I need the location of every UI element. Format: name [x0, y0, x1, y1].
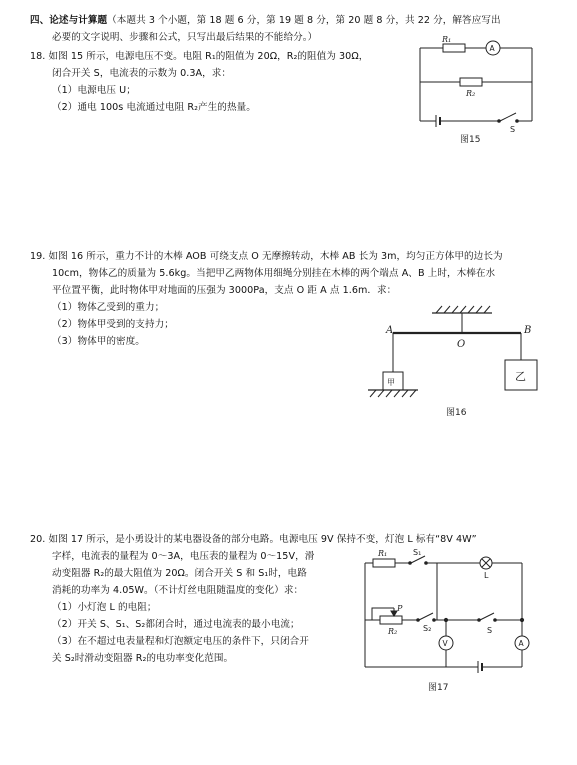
fig17-switch-s — [480, 613, 494, 620]
q18-line1: 18. 如图 15 所示，电源电压不变。电阻 R₁的阻值为 20Ω，R₂的阻值为 30Ω， — [30, 51, 369, 62]
q20-sub2: （2）开关 S、S₁、S₂都闭合时，通过电流表的最小电流； — [52, 619, 300, 630]
q19-sub3: （3）物体甲的密度。 — [52, 336, 145, 347]
q18-sub1: （1）电源电压 U； — [52, 85, 136, 96]
q20-line4: 消耗的功率为 4.05W。（不计灯丝电阻随温度的变化）求： — [52, 585, 304, 596]
q20-sub3b: 关 S₂时滑动变阻器 R₂的电功率变化范围。 — [52, 653, 234, 664]
fig15-r1-label: R₁ — [442, 35, 452, 44]
section-intro-line2: 必要的文字说明、步骤和公式，只写出最后结果的不能给分。） — [52, 32, 318, 43]
fig17-rheostat — [380, 616, 402, 624]
fig16-a-label: A — [386, 325, 394, 336]
q19-sub2: （2）物体甲受到的支持力； — [52, 319, 174, 330]
q19-line1: 19. 如图 16 所示，重力不计的木棒 AOB 可绕支点 O 无摩擦转动，木棒 AB 长为 3m，均匀正方体甲的边长为 — [30, 251, 503, 262]
fig17-a-label: A — [518, 639, 524, 648]
fig15-caption: 图15 — [460, 135, 481, 145]
fig17-switch-s2 — [419, 613, 433, 620]
fig17-switch-s1 — [411, 556, 425, 563]
q19-line2: 10cm，物体乙的质量为 5.6kg。当把甲乙两物体用细绳分别挂在木棒的两个端点 A、B 上时，木棒在水 — [52, 268, 496, 279]
section-heading: 四、论述与计算题 — [30, 15, 108, 26]
q20-line3: 动变阻器 R₂的最大阻值为 20Ω。闭合开关 S 和 S₁时，电路 — [52, 568, 307, 579]
q20-sub1: （1）小灯泡 L 的电阻； — [52, 602, 157, 613]
fig17-s1-label: S₁ — [413, 548, 422, 557]
fig17-r1-resistor — [373, 559, 395, 567]
fig17-caption: 图17 — [428, 683, 449, 693]
fig16-caption: 图16 — [446, 408, 467, 418]
fig17-p-label: P — [397, 604, 403, 613]
fig17-v-label: V — [442, 639, 448, 648]
fig16-yi-label: 乙 — [515, 370, 526, 383]
fig16-jia-label: 甲 — [387, 378, 395, 387]
q20-line2: 字样，电流表的量程为 0～3A，电压表的量程为 0～15V，滑 — [52, 551, 315, 562]
section-intro: （本题共 3 个小题，第 18 题 6 分，第 19 题 8 分，第 20 题 8 分，共 22 分，解答应写出 — [107, 15, 501, 26]
q20-sub3: （3）在不超过电表量程和灯泡额定电压的条件下，只闭合开 — [52, 636, 309, 647]
fig15-r2-label: R₂ — [466, 89, 476, 98]
fig15-ammeter-label: A — [489, 44, 495, 53]
q20-line1: 20. 如图 17 所示，是小勇设计的某电器设备的部分电路。电源电压 9V 保持不变，灯泡 L 标有“8V 4W” — [30, 534, 477, 545]
q19-sub1: （1）物体乙受到的重力； — [52, 302, 165, 313]
fig17-s-label: S — [487, 626, 493, 635]
fig17-s2-label: S₂ — [423, 624, 432, 633]
q18-sub2: （2）通电 100s 电流通过电阻 R₂产生的热量。 — [52, 102, 256, 113]
fig16-o-label: O — [457, 339, 466, 350]
q18-line2: 闭合开关 S，电流表的示数为 0.3A，求： — [52, 68, 232, 79]
fig17-r1-label: R₁ — [378, 549, 388, 558]
fig17-l-label: L — [484, 571, 489, 580]
fig17-r2-label: R₂ — [388, 627, 398, 636]
fig15-switch-label: S — [510, 125, 516, 134]
q19-line3: 平位置平衡，此时物体甲对地面的压强为 3000Pa，支点 O 距 A 点 1.6m．求： — [52, 285, 397, 296]
fig16-b-label: B — [524, 325, 532, 336]
